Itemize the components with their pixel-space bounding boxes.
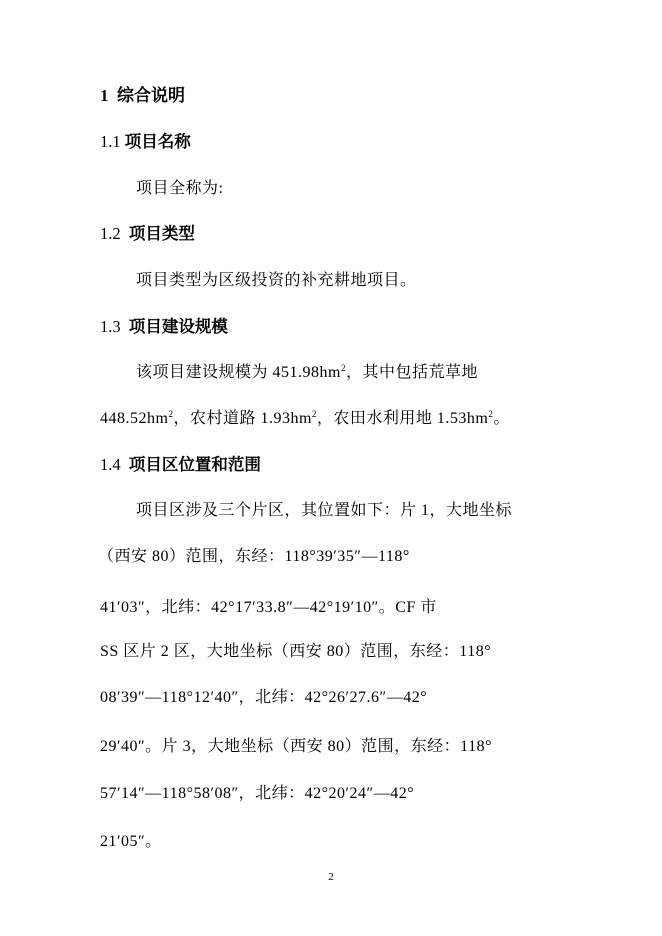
heading-1-3-number: 1.3 <box>100 317 121 336</box>
paragraph-1-3-line-2 <box>100 405 662 428</box>
location-line: 08′39″—118°12′40″，北纬：42°26′27.6″—42° <box>100 689 428 706</box>
location-line: SS 区片 2 区，大地坐标（西安 80）范围，东经：118° <box>100 643 492 660</box>
scale-text-c: 448.52hm <box>100 410 169 427</box>
location-line: 57′14″—118°58′08″，北纬：42°20′24″—42° <box>100 785 415 802</box>
paragraph-1-2: 项目类型为区级投资的补充耕地项目。 <box>136 272 417 289</box>
location-line: 41′03″，北纬：42°17′33.8″—42°19′10″。CF 市 <box>100 599 437 616</box>
heading-1-2-number: 1.2 <box>100 224 121 243</box>
location-line: （西安 80）范围，东经：118°39′35″—118° <box>98 548 410 565</box>
heading-1-4-number: 1.4 <box>100 455 121 474</box>
location-line: 项目区涉及三个片区，其位置如下：片 1，大地坐标 <box>136 502 513 519</box>
heading-1-title: 综合说明 <box>117 86 185 105</box>
location-line: 21′05″。 <box>100 833 162 850</box>
heading-1-2-title: 项目类型 <box>128 224 195 243</box>
scale-text-d: ，农村道路 1.93hm <box>173 410 312 427</box>
superscript: 2 <box>488 409 494 419</box>
scale-text-f: 。 <box>493 410 510 427</box>
superscript: 2 <box>340 363 346 373</box>
superscript: 2 <box>311 409 317 419</box>
heading-1-3 <box>100 313 662 337</box>
heading-1-4 <box>100 451 662 475</box>
heading-1-number: 1 <box>100 86 109 105</box>
heading-1-1-number: 1.1 <box>100 132 121 151</box>
heading-1-1-title: 项目名称 <box>124 132 191 151</box>
scale-text-a: 该项目建设规模为 451.98hm <box>136 364 341 381</box>
heading-1-4-title: 项目区位置和范围 <box>128 455 261 474</box>
superscript: 2 <box>168 409 174 419</box>
heading-1-2 <box>100 220 662 244</box>
paragraph-1-1: 项目全称为: <box>136 180 224 197</box>
scale-text-e: ，农田水利用地 1.53hm <box>316 410 489 427</box>
location-line: 29′40″。片 3，大地坐标（西安 80）范围，东经：118° <box>100 738 492 755</box>
heading-1-1 <box>100 128 662 152</box>
paragraph-1-3-line-1 <box>136 359 662 382</box>
heading-1 <box>100 81 662 106</box>
scale-text-b: ，其中包括荒草地 <box>345 364 478 381</box>
heading-1-3-title: 项目建设规模 <box>128 317 228 336</box>
page-number: 2 <box>328 871 334 883</box>
